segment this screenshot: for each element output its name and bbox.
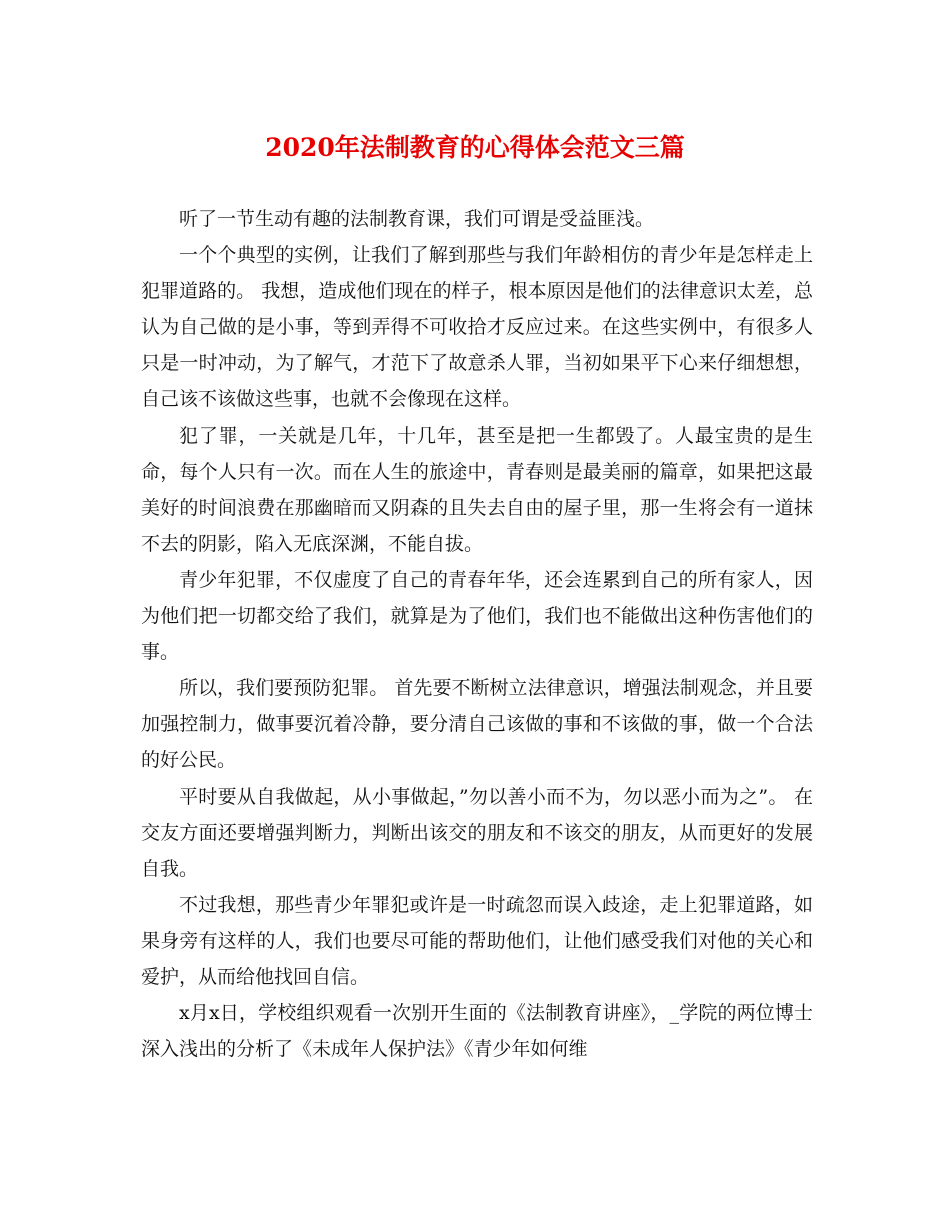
paragraph-7: 不过我想，那些青少年罪犯或许是一时疏忽而误入歧途，走上犯罪道路，如果身旁有这样的人，我们也要尽可能的帮助他们，让他们感受我们对他的关心和爱护，从而给他找回自信。 [141, 893, 813, 988]
paragraph-1: 听了一节生动有趣的法制教育课，我们可谓是受益匪浅。 [179, 208, 655, 230]
document-title: 2020年法制教育的心得体会范文三篇 [265, 133, 685, 162]
paragraph-4: 青少年犯罪，不仅虚度了自己的青春年华，还会连累到自己的所有家人，因为他们把一切都交给了我们，就算是为了他们，我们也不能做出这种伤害他们的事。 [141, 568, 813, 664]
paragraph-3: 犯了罪，一关就是几年，十几年，甚至是把一生都毁了。人最宝贵的是生命，每个人只有一次。而在人生的旅途中，青春则是最美丽的篇章，如果把这最美好的时间浪费在那幽暗而又阴森的且失去自由的屋子里，那一生将会有一道抹不去的阴影，陷入无底深渊，不能自拔。 [141, 424, 813, 555]
document-body [141, 201, 813, 1067]
paragraph-2: 一个个典型的实例，让我们了解到那些与我们年龄相仿的青少年是怎样走上犯罪道路的。 我想，造成他们现在的样子，根本原因是他们的法律意识太差，总认为自己做的是小事，等到弄得不可收拾才反应过来。在这些实例中，有很多人只是一时冲动，为了解气，才范下了故意杀人罪，当初如果平下心来仔细想想，自己该不该做这些事，也就不会像现在这样。 [141, 244, 813, 411]
paragraph-5: 所以，我们要预防犯罪。 首先要不断树立法律意识，增强法制观念，并且要加强控制力，做事要沉着冷静，要分清自己该做的事和不该做的事，做一个合法的好公民。 [141, 677, 813, 772]
paragraph-8: x月x日，学校组织观看一次别开生面的《法制教育讲座》，_学院的两位博士深入浅出的分析了《未成年人保护法》《青少年如何维 [141, 1002, 813, 1061]
paragraph-6: 平时要从自我做起，从小事做起，”勿以善小而不为，勿以恶小而为之”。 在交友方面还要增强判断力，判断出该交的朋友和不该交的朋友，从而更好的发展自我。 [141, 785, 813, 880]
